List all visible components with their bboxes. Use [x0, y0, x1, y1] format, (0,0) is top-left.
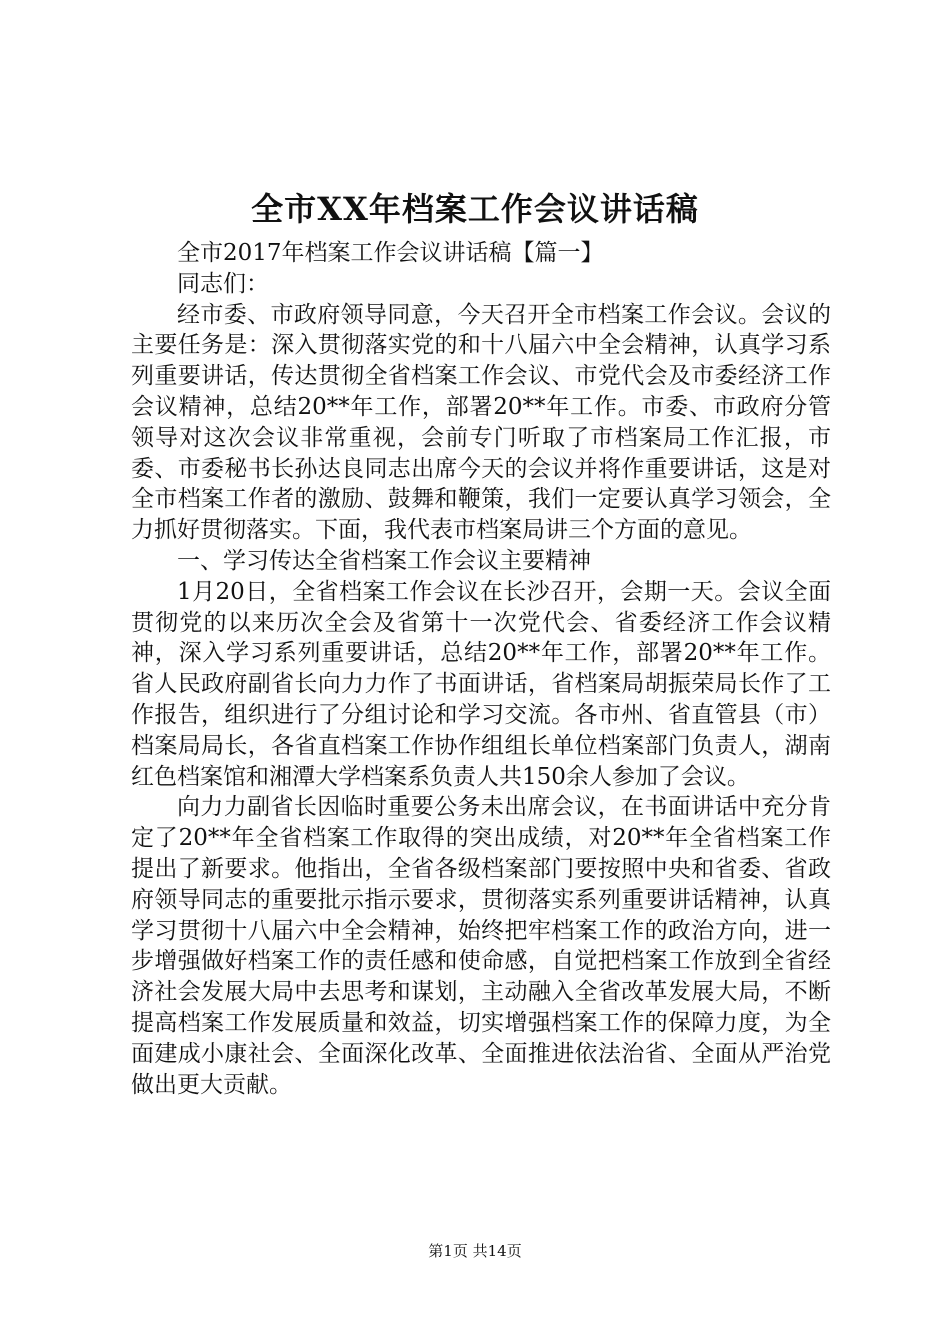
page-footer [0, 1241, 950, 1261]
document-title: 全市XX年档案工作会议讲话稿 [251, 190, 699, 228]
body-paragraph: 经市委、市政府领导同意，今天召开全市档案工作会议。会议的主要任务是：深入贯彻落实党的和十八届六中全会精神，认真学习系列重要讲话，传达贯彻全省档案工作会议、市党代会及市委经济工作会议精神，总结20**年工作，部署20**年工作。市委、市政府分管领导对这次会议非常重视，会前专门听取了市档案局工作汇报，市委、市委秘书长孙达良同志出席今天的会议并将作重要讲话，这是对全市档案工作者的激励、鼓舞和鞭策，我们一定要认真学习领会，全力抓好贯彻落实。下面，我代表市档案局讲三个方面的意见。 [131, 301, 831, 544]
section-heading: 一、学习传达全省档案工作会议主要精神 [177, 547, 591, 574]
body-paragraph: 1月20日，全省档案工作会议在长沙召开，会期一天。会议全面贯彻党的以来历次全会及省第十一次党代会、省委经济工作会议精神，深入学习系列重要讲话，总结20**年工作，部署20**年工作。省人民政府副省长向力力作了书面讲话，省档案局胡振荣局长作了工作报告，组织进行了分组讨论和学习交流。各市州、省直管县（市）档案局局长，各省直档案工作协作组组长单位档案部门负责人，湖南红色档案馆和湘潭大学档案系负责人共150余人参加了会议。 [131, 578, 831, 790]
salutation: 同志们： [177, 270, 269, 297]
body-paragraph: 向力力副省长因临时重要公务未出席会议，在书面讲话中充分肯定了20**年全省档案工作取得的突出成绩，对20**年全省档案工作提出了新要求。他指出，全省各级档案部门要按照中央和省委、省政府领导同志的重要批示指示要求，贯彻落实系列重要讲话精神，认真学习贯彻十八届六中全会精神，始终把牢档案工作的政治方向，进一步增强做好档案工作的责任感和使命感，自觉把档案工作放到全省经济社会发展大局中去思考和谋划，主动融入全省改革发展大局，不断提高档案工作发展质量和效益，切实增强档案工作的保障力度，为全面建成小康社会、全面深化改革、全面推进依法治省、全面从严治党做出更大贡献。 [131, 794, 831, 1098]
document-body [131, 238, 831, 1100]
page-indicator: 第1页 共14页 [428, 1242, 522, 1260]
document-subtitle: 全市2017年档案工作会议讲话稿【篇一】 [177, 240, 604, 266]
